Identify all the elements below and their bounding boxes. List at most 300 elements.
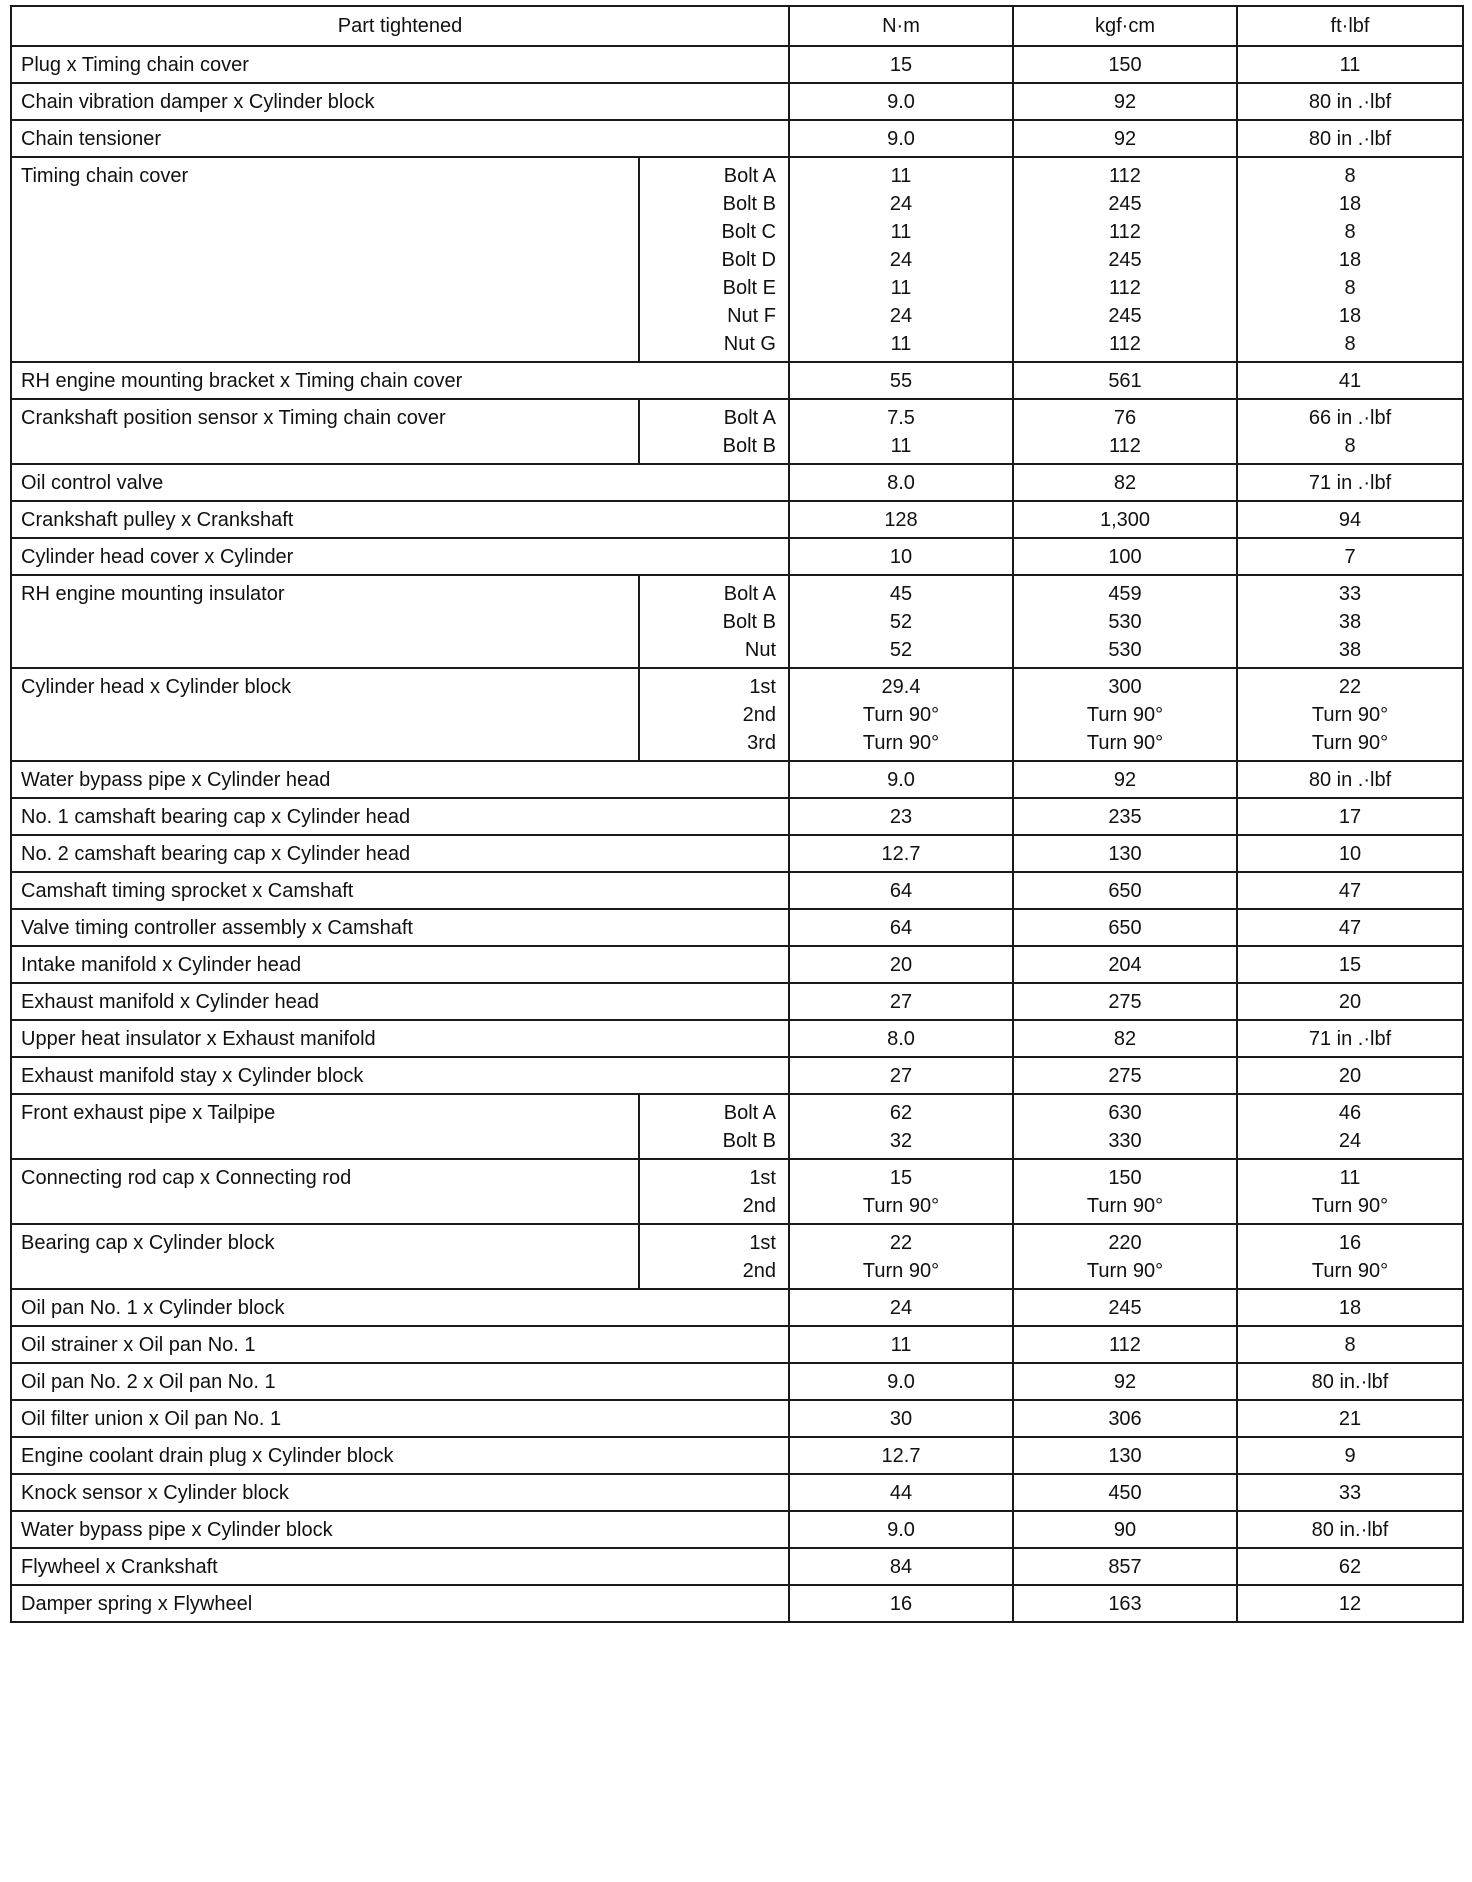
- fastener-label: Bolt B: [722, 193, 776, 215]
- torque-ft-cell: [1237, 538, 1463, 575]
- torque-ft-cell: [1237, 362, 1463, 399]
- torque-ft-value: 33: [1338, 1482, 1362, 1504]
- table-row: [11, 798, 1463, 835]
- torque-kgf-cell: [1013, 761, 1237, 798]
- table-row: [11, 575, 1463, 668]
- torque-nm-value: 11: [890, 435, 912, 457]
- part-tightened-cell: [11, 909, 789, 946]
- part-tightened-cell: [11, 1057, 789, 1094]
- torque-nm-value: 9.0: [887, 769, 915, 791]
- torque-kgf-value: 561: [1108, 370, 1142, 392]
- fastener-label: 1st: [749, 1232, 776, 1254]
- torque-ft-cell: [1237, 835, 1463, 872]
- torque-ft-cell: [1237, 157, 1463, 362]
- torque-kgf-cell: [1013, 464, 1237, 501]
- torque-ft-value: 21: [1338, 1408, 1362, 1430]
- torque-ft-value: 41: [1338, 370, 1362, 392]
- torque-ft-cell: [1237, 1224, 1463, 1289]
- torque-kgf-value: 112: [1109, 1334, 1141, 1356]
- torque-kgf-value: 150: [1108, 54, 1142, 76]
- part-name: Oil filter union x Oil pan No. 1: [21, 1408, 282, 1430]
- torque-nm-value: 8.0: [887, 1028, 915, 1050]
- torque-ft-value: 7: [1344, 546, 1356, 568]
- torque-ft-cell: [1237, 399, 1463, 464]
- torque-kgf-cell: [1013, 575, 1237, 668]
- table-row: [11, 157, 1463, 362]
- table-row: [11, 120, 1463, 157]
- fastener-label: Bolt C: [721, 221, 776, 243]
- torque-nm-cell: [789, 1326, 1013, 1363]
- torque-nm-cell: [789, 1474, 1013, 1511]
- part-name: Oil pan No. 1 x Cylinder block: [21, 1297, 285, 1319]
- part-name: Crankshaft position sensor x Timing chain cover: [21, 407, 446, 429]
- table-row: [11, 1094, 1463, 1159]
- part-name: Crankshaft pulley x Crankshaft: [21, 509, 294, 531]
- fastener-label: Bolt B: [722, 611, 776, 633]
- torque-nm-value: 24: [889, 305, 913, 327]
- torque-kgf-cell: [1013, 1585, 1237, 1622]
- torque-nm-cell: [789, 399, 1013, 464]
- part-name: Valve timing controller assembly x Camshaft: [21, 917, 413, 939]
- torque-nm-value: 11: [890, 277, 912, 299]
- fastener-label: 3rd: [747, 732, 776, 754]
- part-tightened-cell: [11, 1094, 639, 1159]
- part-name: Oil pan No. 2 x Oil pan No. 1: [21, 1371, 276, 1393]
- part-name: Oil control valve: [21, 472, 164, 494]
- table-row: [11, 909, 1463, 946]
- torque-ft-cell: [1237, 120, 1463, 157]
- torque-nm-cell: [789, 835, 1013, 872]
- part-name: Exhaust manifold x Cylinder head: [21, 991, 319, 1013]
- table-row: [11, 1159, 1463, 1224]
- torque-ft-value: 16: [1338, 1232, 1362, 1254]
- part-tightened-cell: [11, 1159, 639, 1224]
- part-tightened-cell: [11, 1511, 789, 1548]
- torque-nm-cell: [789, 1094, 1013, 1159]
- table-row: [11, 1020, 1463, 1057]
- torque-kgf-cell: [1013, 399, 1237, 464]
- part-tightened-cell: [11, 946, 789, 983]
- torque-nm-value: 64: [889, 917, 913, 939]
- torque-nm-value: 9.0: [887, 1519, 915, 1541]
- torque-kgf-cell: [1013, 1057, 1237, 1094]
- torque-kgf-cell: [1013, 1363, 1237, 1400]
- torque-spec-page: [10, 5, 1462, 1623]
- torque-nm-value: 20: [889, 954, 913, 976]
- torque-nm-value: 11: [890, 165, 912, 187]
- torque-nm-cell: [789, 575, 1013, 668]
- torque-nm-cell: [789, 946, 1013, 983]
- header-part-tightened: Part tightened: [11, 6, 789, 46]
- table-header-row: [11, 6, 1463, 46]
- torque-nm-cell: [789, 1289, 1013, 1326]
- fastener-label: Bolt A: [723, 165, 776, 187]
- torque-nm-value: 15: [889, 54, 913, 76]
- part-name: RH engine mounting bracket x Timing chain cover: [21, 370, 463, 392]
- torque-kgf-value: 459: [1108, 583, 1142, 605]
- header-newton-meter: N·m: [789, 6, 1013, 46]
- part-tightened-cell: [11, 501, 789, 538]
- table-row: [11, 1326, 1463, 1363]
- torque-kgf-cell: [1013, 501, 1237, 538]
- torque-spec-table: [10, 5, 1464, 1623]
- part-name: Timing chain cover: [21, 165, 189, 187]
- torque-kgf-value: 530: [1108, 639, 1142, 661]
- torque-kgf-cell: [1013, 1326, 1237, 1363]
- torque-nm-value: 27: [889, 1065, 913, 1087]
- torque-nm-value: 11: [890, 1334, 912, 1356]
- torque-nm-value: 52: [889, 639, 913, 661]
- torque-kgf-value: 90: [1113, 1519, 1137, 1541]
- part-name: Bearing cap x Cylinder block: [21, 1232, 275, 1254]
- torque-kgf-cell: [1013, 1437, 1237, 1474]
- part-tightened-cell: [11, 399, 639, 464]
- torque-kgf-value: 275: [1108, 1065, 1142, 1087]
- torque-nm-value: Turn 90°: [862, 1260, 940, 1282]
- fastener-label: Bolt B: [722, 1130, 776, 1152]
- torque-ft-value: 71 in .·lbf: [1308, 472, 1392, 494]
- torque-ft-cell: [1237, 83, 1463, 120]
- part-tightened-cell: [11, 1548, 789, 1585]
- torque-nm-value: Turn 90°: [862, 704, 940, 726]
- fastener-label: 1st: [749, 676, 776, 698]
- torque-kgf-cell: [1013, 1094, 1237, 1159]
- part-tightened-cell: [11, 872, 789, 909]
- torque-kgf-value: 92: [1113, 91, 1137, 113]
- torque-kgf-cell: [1013, 668, 1237, 761]
- part-tightened-cell: [11, 1224, 639, 1289]
- torque-nm-cell: [789, 668, 1013, 761]
- table-row: [11, 501, 1463, 538]
- torque-nm-value: 128: [884, 509, 918, 531]
- part-name: Water bypass pipe x Cylinder block: [21, 1519, 333, 1541]
- torque-ft-cell: [1237, 1057, 1463, 1094]
- table-row: [11, 1548, 1463, 1585]
- torque-ft-value: 11: [1339, 54, 1361, 76]
- torque-ft-cell: [1237, 1548, 1463, 1585]
- torque-nm-cell: [789, 1057, 1013, 1094]
- table-row: [11, 46, 1463, 83]
- torque-ft-value: 33: [1338, 583, 1362, 605]
- torque-ft-value: 47: [1338, 880, 1362, 902]
- torque-kgf-cell: [1013, 1289, 1237, 1326]
- torque-nm-value: 52: [889, 611, 913, 633]
- fastener-label: 2nd: [742, 1195, 776, 1217]
- table-row: [11, 1289, 1463, 1326]
- torque-kgf-value: 76: [1113, 407, 1137, 429]
- part-name: Camshaft timing sprocket x Camshaft: [21, 880, 354, 902]
- torque-ft-value: 71 in .·lbf: [1308, 1028, 1392, 1050]
- table-row: [11, 1400, 1463, 1437]
- table-row: [11, 668, 1463, 761]
- torque-ft-cell: [1237, 668, 1463, 761]
- part-name: Flywheel x Crankshaft: [21, 1556, 218, 1578]
- torque-ft-cell: [1237, 1020, 1463, 1057]
- torque-kgf-cell: [1013, 1400, 1237, 1437]
- table-row: [11, 399, 1463, 464]
- torque-nm-cell: [789, 464, 1013, 501]
- torque-kgf-value: 82: [1113, 472, 1137, 494]
- fastener-cell: [639, 668, 789, 761]
- torque-ft-value: 8: [1344, 277, 1356, 299]
- part-name: Intake manifold x Cylinder head: [21, 954, 302, 976]
- torque-ft-value: 18: [1338, 193, 1362, 215]
- torque-kgf-value: 163: [1108, 1593, 1142, 1615]
- fastener-cell: [639, 1159, 789, 1224]
- fastener-label: Bolt E: [722, 277, 776, 299]
- fastener-cell: [639, 1094, 789, 1159]
- torque-kgf-cell: [1013, 1224, 1237, 1289]
- torque-kgf-cell: [1013, 538, 1237, 575]
- torque-nm-value: 16: [889, 1593, 913, 1615]
- torque-ft-value: 80 in .·lbf: [1308, 128, 1392, 150]
- part-tightened-cell: [11, 1326, 789, 1363]
- table-row: [11, 538, 1463, 575]
- torque-kgf-value: 530: [1108, 611, 1142, 633]
- torque-kgf-cell: [1013, 1511, 1237, 1548]
- torque-ft-value: Turn 90°: [1311, 1260, 1389, 1282]
- torque-kgf-value: 235: [1108, 806, 1142, 828]
- torque-kgf-cell: [1013, 909, 1237, 946]
- torque-ft-cell: [1237, 761, 1463, 798]
- torque-nm-cell: [789, 798, 1013, 835]
- torque-ft-value: 18: [1338, 1297, 1362, 1319]
- fastener-label: Bolt A: [723, 1102, 776, 1124]
- torque-kgf-value: 112: [1109, 333, 1141, 355]
- torque-ft-value: 8: [1344, 333, 1356, 355]
- fastener-label: Nut F: [727, 305, 776, 327]
- torque-ft-value: 8: [1344, 165, 1356, 187]
- torque-nm-value: 29.4: [881, 676, 921, 698]
- part-tightened-cell: [11, 1289, 789, 1326]
- torque-ft-cell: [1237, 575, 1463, 668]
- torque-ft-cell: [1237, 983, 1463, 1020]
- torque-ft-value: 62: [1338, 1556, 1362, 1578]
- table-row: [11, 1363, 1463, 1400]
- torque-kgf-value: 220: [1108, 1232, 1142, 1254]
- part-name: Engine coolant drain plug x Cylinder block: [21, 1445, 394, 1467]
- part-name: Cylinder head x Cylinder block: [21, 676, 292, 698]
- part-tightened-cell: [11, 1400, 789, 1437]
- part-tightened-cell: [11, 1585, 789, 1622]
- fastener-cell: [639, 575, 789, 668]
- torque-kgf-value: 245: [1108, 305, 1142, 327]
- torque-nm-cell: [789, 909, 1013, 946]
- torque-nm-cell: [789, 1159, 1013, 1224]
- torque-nm-value: 22: [889, 1232, 913, 1254]
- part-name: Damper spring x Flywheel: [21, 1593, 253, 1615]
- torque-kgf-value: 650: [1108, 917, 1142, 939]
- torque-ft-value: Turn 90°: [1311, 704, 1389, 726]
- part-tightened-cell: [11, 1474, 789, 1511]
- torque-ft-value: 20: [1338, 991, 1362, 1013]
- torque-ft-value: 47: [1338, 917, 1362, 939]
- torque-nm-cell: [789, 872, 1013, 909]
- torque-ft-value: 11: [1339, 1167, 1361, 1189]
- table-row: [11, 362, 1463, 399]
- torque-kgf-value: 112: [1109, 221, 1141, 243]
- torque-ft-cell: [1237, 1400, 1463, 1437]
- torque-kgf-cell: [1013, 1474, 1237, 1511]
- torque-nm-value: 9.0: [887, 1371, 915, 1393]
- torque-kgf-value: 245: [1108, 1297, 1142, 1319]
- part-tightened-cell: [11, 464, 789, 501]
- torque-kgf-cell: [1013, 46, 1237, 83]
- part-name: Oil strainer x Oil pan No. 1: [21, 1334, 256, 1356]
- torque-ft-cell: [1237, 946, 1463, 983]
- torque-ft-value: 80 in.·lbf: [1311, 1371, 1389, 1393]
- torque-nm-value: 44: [889, 1482, 913, 1504]
- torque-ft-cell: [1237, 1289, 1463, 1326]
- part-tightened-cell: [11, 798, 789, 835]
- torque-ft-cell: [1237, 46, 1463, 83]
- table-row: [11, 1437, 1463, 1474]
- table-row: [11, 464, 1463, 501]
- torque-ft-value: 15: [1338, 954, 1362, 976]
- torque-nm-value: 23: [889, 806, 913, 828]
- torque-ft-value: 8: [1344, 435, 1356, 457]
- part-name: RH engine mounting insulator: [21, 583, 285, 605]
- torque-kgf-cell: [1013, 120, 1237, 157]
- torque-kgf-value: 112: [1109, 435, 1141, 457]
- torque-nm-cell: [789, 1437, 1013, 1474]
- fastener-cell: [639, 157, 789, 362]
- torque-kgf-value: 150: [1108, 1167, 1142, 1189]
- torque-kgf-value: Turn 90°: [1086, 732, 1164, 754]
- torque-ft-value: 9: [1344, 1445, 1356, 1467]
- part-tightened-cell: [11, 668, 639, 761]
- torque-nm-cell: [789, 1020, 1013, 1057]
- torque-kgf-value: 130: [1108, 1445, 1142, 1467]
- torque-kgf-value: 92: [1113, 128, 1137, 150]
- fastener-label: Bolt B: [722, 435, 776, 457]
- torque-kgf-cell: [1013, 983, 1237, 1020]
- torque-ft-cell: [1237, 1437, 1463, 1474]
- torque-kgf-value: 275: [1108, 991, 1142, 1013]
- torque-ft-cell: [1237, 1326, 1463, 1363]
- torque-nm-cell: [789, 1400, 1013, 1437]
- torque-nm-cell: [789, 1548, 1013, 1585]
- part-name: No. 1 camshaft bearing cap x Cylinder head: [21, 806, 411, 828]
- part-tightened-cell: [11, 983, 789, 1020]
- torque-nm-value: 45: [889, 583, 913, 605]
- torque-ft-value: Turn 90°: [1311, 1195, 1389, 1217]
- table-row: [11, 1224, 1463, 1289]
- part-name: Connecting rod cap x Connecting rod: [21, 1167, 352, 1189]
- torque-kgf-value: Turn 90°: [1086, 1260, 1164, 1282]
- torque-kgf-cell: [1013, 798, 1237, 835]
- table-body: [11, 46, 1463, 1622]
- part-tightened-cell: [11, 575, 639, 668]
- torque-ft-value: 8: [1344, 221, 1356, 243]
- torque-kgf-cell: [1013, 872, 1237, 909]
- part-tightened-cell: [11, 120, 789, 157]
- torque-kgf-value: Turn 90°: [1086, 704, 1164, 726]
- torque-ft-value: 80 in.·lbf: [1311, 1519, 1389, 1541]
- torque-kgf-cell: [1013, 362, 1237, 399]
- torque-nm-value: 15: [889, 1167, 913, 1189]
- torque-ft-value: 80 in .·lbf: [1308, 91, 1392, 113]
- torque-kgf-value: 650: [1108, 880, 1142, 902]
- torque-ft-cell: [1237, 1159, 1463, 1224]
- fastener-label: Nut: [744, 639, 776, 661]
- torque-kgf-value: 300: [1108, 676, 1142, 698]
- table-row: [11, 835, 1463, 872]
- part-tightened-cell: [11, 761, 789, 798]
- torque-nm-value: 7.5: [887, 407, 915, 429]
- torque-nm-value: 32: [889, 1130, 913, 1152]
- part-tightened-cell: [11, 157, 639, 362]
- torque-kgf-value: 92: [1113, 1371, 1137, 1393]
- torque-nm-cell: [789, 1511, 1013, 1548]
- torque-ft-value: 66 in .·lbf: [1308, 407, 1392, 429]
- table-row: [11, 872, 1463, 909]
- fastener-cell: [639, 1224, 789, 1289]
- part-name: Plug x Timing chain cover: [21, 54, 249, 76]
- torque-nm-value: 24: [889, 1297, 913, 1319]
- torque-nm-cell: [789, 362, 1013, 399]
- torque-ft-value: 20: [1338, 1065, 1362, 1087]
- torque-kgf-value: 130: [1108, 843, 1142, 865]
- torque-ft-cell: [1237, 464, 1463, 501]
- torque-ft-value: 38: [1338, 639, 1362, 661]
- part-tightened-cell: [11, 1437, 789, 1474]
- torque-nm-cell: [789, 538, 1013, 575]
- table-row: [11, 761, 1463, 798]
- torque-nm-cell: [789, 1363, 1013, 1400]
- table-row: [11, 83, 1463, 120]
- fastener-label: Bolt A: [723, 583, 776, 605]
- torque-nm-value: 62: [889, 1102, 913, 1124]
- part-name: Upper heat insulator x Exhaust manifold: [21, 1028, 376, 1050]
- table-row: [11, 1585, 1463, 1622]
- torque-ft-value: 12: [1338, 1593, 1362, 1615]
- torque-kgf-value: 330: [1108, 1130, 1142, 1152]
- torque-kgf-value: Turn 90°: [1086, 1195, 1164, 1217]
- torque-kgf-value: 306: [1108, 1408, 1142, 1430]
- part-tightened-cell: [11, 362, 789, 399]
- torque-nm-cell: [789, 120, 1013, 157]
- torque-nm-value: 24: [889, 193, 913, 215]
- torque-ft-value: 17: [1338, 806, 1362, 828]
- torque-kgf-value: 857: [1108, 1556, 1142, 1578]
- torque-ft-value: 18: [1338, 305, 1362, 327]
- table-row: [11, 983, 1463, 1020]
- torque-ft-value: 38: [1338, 611, 1362, 633]
- table-row: [11, 1057, 1463, 1094]
- torque-ft-cell: [1237, 1474, 1463, 1511]
- torque-nm-value: 27: [889, 991, 913, 1013]
- torque-nm-value: Turn 90°: [862, 732, 940, 754]
- torque-kgf-value: 1,300: [1099, 509, 1151, 531]
- part-name: Chain tensioner: [21, 128, 162, 150]
- torque-nm-value: 11: [890, 221, 912, 243]
- torque-kgf-value: 204: [1108, 954, 1142, 976]
- torque-nm-value: 55: [889, 370, 913, 392]
- part-name: Knock sensor x Cylinder block: [21, 1482, 289, 1504]
- torque-ft-value: 46: [1338, 1102, 1362, 1124]
- torque-nm-value: Turn 90°: [862, 1195, 940, 1217]
- part-tightened-cell: [11, 46, 789, 83]
- torque-nm-value: 30: [889, 1408, 913, 1430]
- table-row: [11, 1474, 1463, 1511]
- torque-nm-value: 9.0: [887, 128, 915, 150]
- torque-ft-value: Turn 90°: [1311, 732, 1389, 754]
- torque-nm-value: 84: [889, 1556, 913, 1578]
- part-tightened-cell: [11, 1363, 789, 1400]
- torque-nm-value: 9.0: [887, 91, 915, 113]
- torque-kgf-cell: [1013, 1159, 1237, 1224]
